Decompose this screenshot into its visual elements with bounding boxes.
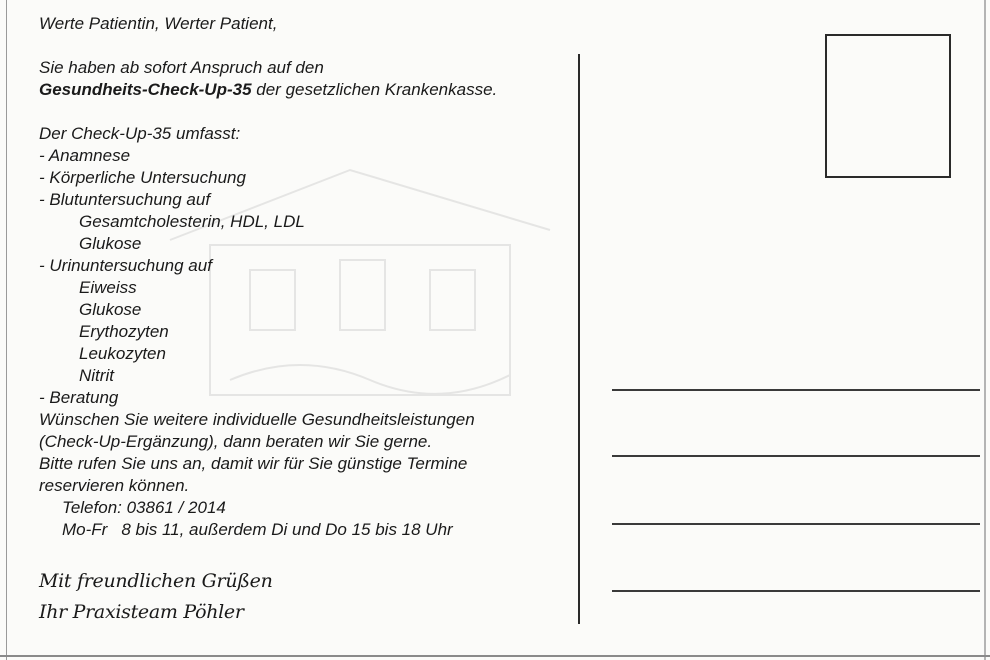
- intro-line-2-rest: der gesetzlichen Krankenkasse.: [251, 80, 498, 99]
- stamp-box: [825, 34, 951, 178]
- urin-subitem: Eiweiss: [79, 278, 137, 297]
- address-line: [612, 590, 980, 592]
- address-line: [612, 455, 980, 457]
- urin-subitem: Leukozyten: [79, 344, 166, 363]
- extra-line-2: (Check-Up-Ergänzung), dann beraten wir Sie gerne.: [39, 432, 433, 451]
- scan-edge-right: [984, 0, 986, 660]
- intro-line-1: Sie haben ab sofort Anspruch auf den: [39, 58, 324, 77]
- greeting: Werte Patientin, Werter Patient,: [39, 14, 278, 33]
- phone-line: Telefon: 03861 / 2014: [62, 498, 226, 517]
- list-item-koerper: - Körperliche Untersuchung: [39, 168, 246, 187]
- letter-text: [39, 13, 569, 541]
- blut-subitem: Glukose: [79, 234, 142, 253]
- extra-line-4: reservieren können.: [39, 476, 190, 495]
- intro-line-2: [39, 79, 569, 101]
- list-item-beratung: - Beratung: [39, 388, 119, 407]
- list-item-anamnese: - Anamnese: [39, 146, 131, 165]
- address-line: [612, 389, 980, 391]
- hours-line: [39, 519, 569, 541]
- list-item-urin: - Urinuntersuchung auf: [39, 256, 212, 275]
- hours-days: Mo-Fr: [62, 520, 108, 539]
- signature-sender: Ihr Praxisteam Pöhler: [39, 601, 244, 623]
- list-item-blut: - Blutuntersuchung auf: [39, 190, 211, 209]
- address-line: [612, 523, 980, 525]
- urin-subitem: Glukose: [79, 300, 142, 319]
- postcard-divider: [578, 54, 580, 624]
- scan-edge-bottom: [0, 655, 990, 657]
- blut-subitem: Gesamtcholesterin, HDL, LDL: [79, 212, 305, 231]
- program-name: Gesundheits-Check-Up-35: [39, 80, 252, 99]
- scan-edge-left: [6, 0, 7, 660]
- signature-closing: Mit freundlichen Grüßen: [39, 570, 273, 592]
- checkup-heading: Der Check-Up-35 umfasst:: [39, 124, 241, 143]
- urin-subitem: Erythozyten: [79, 322, 169, 341]
- urin-subitem: Nitrit: [79, 366, 114, 385]
- extra-line-1: Wünschen Sie weitere individuelle Gesundheitsleistungen: [39, 410, 475, 429]
- hours-times: 8 bis 11, außerdem Di und Do 15 bis 18 Uhr: [121, 520, 453, 539]
- extra-line-3: Bitte rufen Sie uns an, damit wir für Sie günstige Termine: [39, 454, 468, 473]
